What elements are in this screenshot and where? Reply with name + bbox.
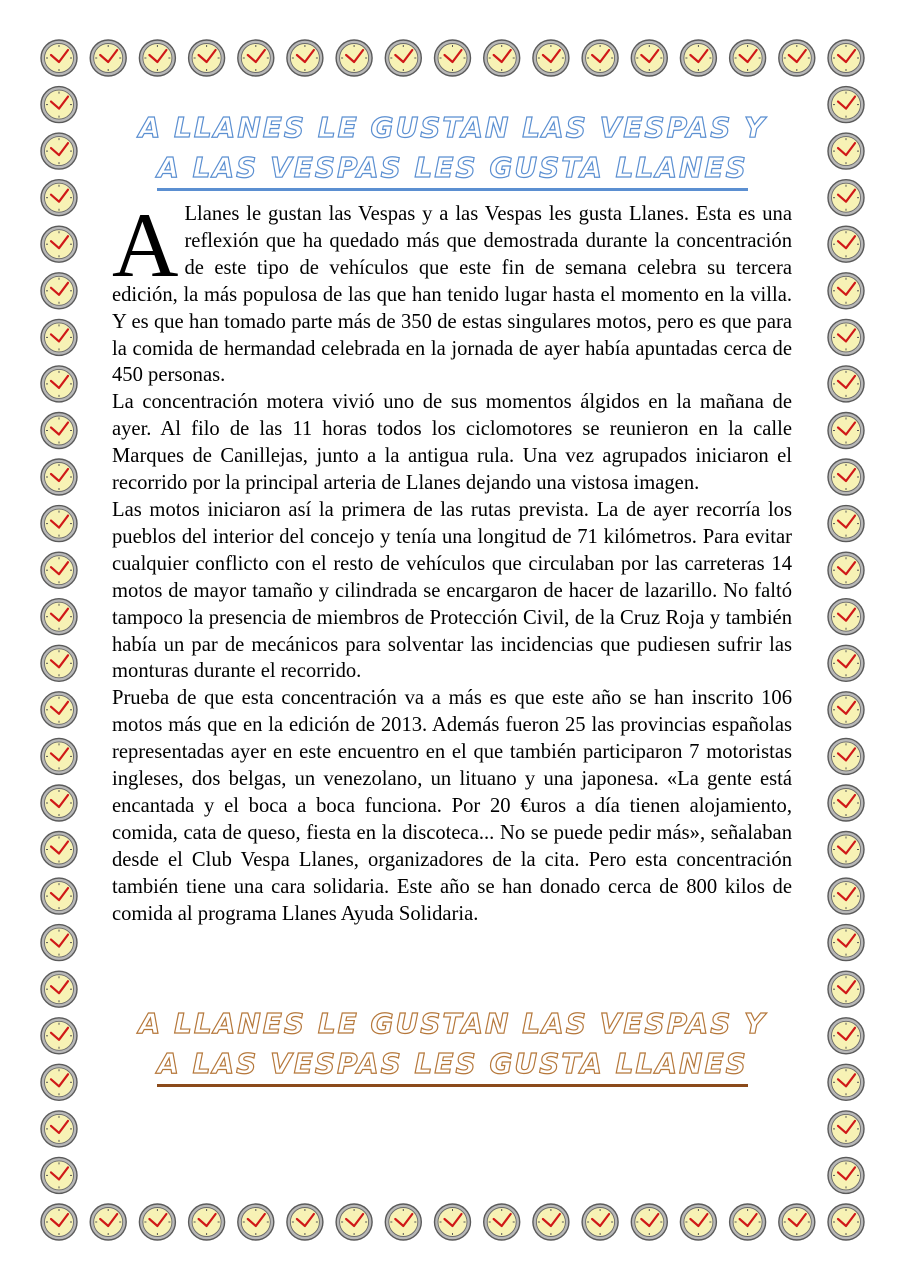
clock-icon (582, 1204, 618, 1240)
clock-icon (41, 133, 77, 169)
title-top-line-1: A LLANES LE GUSTAN LAS VESPAS Y (138, 111, 767, 144)
clock-icon (41, 413, 77, 449)
title-top (120, 108, 785, 191)
drop-cap: A (112, 194, 179, 296)
clock-icon (828, 552, 864, 588)
clock-icon (828, 832, 864, 868)
clock-icon (139, 40, 175, 76)
clock-icon (238, 1204, 274, 1240)
clock-icon (828, 1204, 864, 1240)
clock-icon (730, 1204, 766, 1240)
clock-icon (828, 319, 864, 355)
clock-icon (828, 273, 864, 309)
clock-icon (238, 40, 274, 76)
paragraph-1 (112, 194, 792, 389)
title-bottom (120, 1004, 785, 1087)
clock-icon (631, 40, 667, 76)
clock-icon (828, 226, 864, 262)
clock-icon (41, 87, 77, 123)
clock-icon (41, 552, 77, 588)
clock-icon (189, 1204, 225, 1240)
clock-icon (828, 925, 864, 961)
clock-icon (730, 40, 766, 76)
paragraph-2: La concentración motera vivió uno de sus momentos álgidos en la mañana de ayer. Al filo de las 11 horas todos los ciclomotores se reunieron en la calle Marques de Canillejas, junto a la antigua rula. Una vez agrupados iniciaron el recorrido por la principal arteria de Llanes dejando una vistosa imagen. (112, 391, 792, 495)
clock-icon (533, 40, 569, 76)
clock-icon (41, 1018, 77, 1054)
clock-icon (41, 506, 77, 542)
clock-icon (631, 1204, 667, 1240)
clock-icon (41, 971, 77, 1007)
clock-icon (41, 832, 77, 868)
clock-icon (41, 459, 77, 495)
clock-icon (41, 599, 77, 635)
title-bottom-line-1: A LLANES LE GUSTAN LAS VESPAS Y (138, 1007, 767, 1040)
clock-icon (828, 785, 864, 821)
clock-icon (435, 1204, 471, 1240)
clock-icon (828, 506, 864, 542)
clock-icon (385, 40, 421, 76)
clock-icon (484, 40, 520, 76)
clock-icon (90, 40, 126, 76)
clock-icon (41, 1157, 77, 1193)
title-bottom-line-2: A LAS VESPAS LES GUSTA LLANES (157, 1044, 748, 1087)
clock-icon (779, 1204, 815, 1240)
clock-icon (41, 273, 77, 309)
clock-icon (41, 645, 77, 681)
paragraph-4: Prueba de que esta concentración va a más es que este año se han inscrito 106 motos más que en la edición de 2013. Además fueron 25 las provincias españolas representadas ayer en este encuentro en el que también participaron 7 motoristas ingleses, dos belgas, un venezolano, un lituano y una japonesa. «La gente está encantada y el boca a boca funciona. Por 20 €uros a día tienen alojamiento, comida, cata de queso, fiesta en la discoteca... No se puede pedir más», señalaban desde el Club Vespa Llanes, organizadores de la cita. Pero esta concentración también tiene una cara solidaria. Este año se han donado cerca de 800 kilos de comida al programa Llanes Ayuda Solidaria. (112, 687, 792, 925)
clock-icon (680, 1204, 716, 1240)
clock-icon (828, 599, 864, 635)
clock-icon (828, 971, 864, 1007)
clock-icon (828, 1157, 864, 1193)
paragraph-1-text: Llanes le gustan las Vespas y a las Vespas les gusta Llanes. Esta es una reflexión que ha quedado más que demostrada durante la concentración de este tipo de vehículos que este fin de semana celebra su tercera edición, la más populosa de las que han tenido lugar hasta el momento en la villa. Y es que han tomado parte más de 350 de estas singulares motos, pero es que para la comida de hermandad celebrada en la jornada de ayer había apuntadas cerca de 450 personas. (112, 203, 792, 387)
clock-icon (336, 40, 372, 76)
clock-icon (828, 1111, 864, 1147)
clock-icon (41, 1111, 77, 1147)
clock-icon (41, 785, 77, 821)
clock-icon (828, 645, 864, 681)
clock-icon (287, 40, 323, 76)
paragraph-3: Las motos iniciaron así la primera de las rutas prevista. La de ayer recorría los pueblos del interior del concejo y tenía una longitud de 71 kilómetros. Para evitar cualquier conflicto con el resto de vehículos que circulaban por las carreteras 14 motos de mayor tamaño y cilindrada se encargaron de hacer de lazarillo. No faltó tampoco la presencia de miembros de Protección Civil, de la Cruz Roja y también había un par de mecánicos para solventar las incidencias que pudiesen sufrir las monturas durante el recorrido. (112, 498, 792, 683)
clock-icon (828, 366, 864, 402)
clock-icon (90, 1204, 126, 1240)
clock-icon (41, 180, 77, 216)
clock-icon (828, 180, 864, 216)
clock-icon (41, 878, 77, 914)
clock-icon (828, 738, 864, 774)
clock-icon (385, 1204, 421, 1240)
clock-icon (828, 1018, 864, 1054)
clock-icon (41, 738, 77, 774)
clock-icon (435, 40, 471, 76)
clock-icon (41, 366, 77, 402)
clock-icon (287, 1204, 323, 1240)
clock-icon (41, 40, 77, 76)
clock-icon (139, 1204, 175, 1240)
clock-icon (828, 40, 864, 76)
clock-icon (680, 40, 716, 76)
clock-icon (336, 1204, 372, 1240)
clock-icon (828, 1064, 864, 1100)
clock-icon (828, 87, 864, 123)
article-body (112, 194, 792, 927)
clock-icon (189, 40, 225, 76)
clock-icon (828, 878, 864, 914)
clock-icon (828, 413, 864, 449)
clock-icon (484, 1204, 520, 1240)
clock-icon (828, 692, 864, 728)
clock-icon (41, 1064, 77, 1100)
clock-icon (828, 459, 864, 495)
clock-icon (828, 133, 864, 169)
clock-icon (41, 1204, 77, 1240)
clock-icon (41, 925, 77, 961)
clock-icon (582, 40, 618, 76)
clock-icon (41, 226, 77, 262)
title-top-line-2: A LAS VESPAS LES GUSTA LLANES (157, 148, 748, 191)
clock-icon (41, 319, 77, 355)
clock-icon (779, 40, 815, 76)
clock-icon (41, 692, 77, 728)
clock-icon (533, 1204, 569, 1240)
